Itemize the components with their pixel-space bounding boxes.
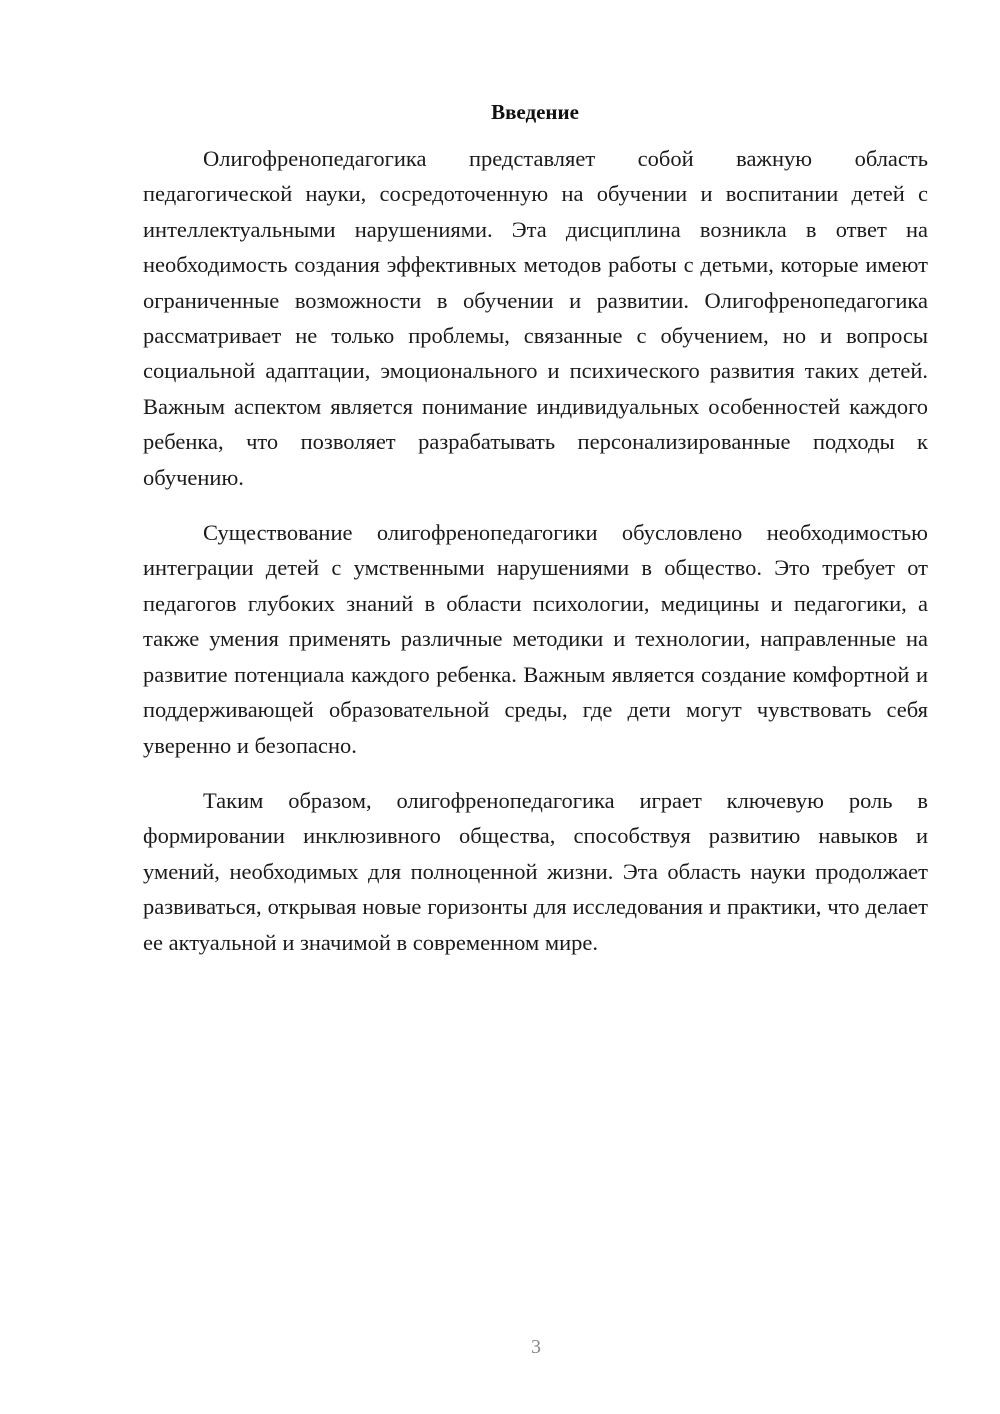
body-text — [143, 141, 928, 960]
paragraph-2: Существование олигофренопедагогики обусловлено необходимостью интеграции детей с умственными нарушениями в общество. Это требует от педагогов глубоких знаний в области психологии, медицины и педагогики, а также умения применять различные методики и технологии, направленные на развитие потенциала каждого ребенка. Важным является создание комфортной и поддерживающей образовательной среды, где дети могут чувствовать себя уверенно и безопасно. — [143, 520, 928, 758]
paragraph-3: Таким образом, олигофренопедагогика играет ключевую роль в формировании инклюзивного общества, способствуя развитию навыков и умений, необходимых для полноценной жизни. Эта область науки продолжает развиваться, открывая новые горизонты для исследования и практики, что делает ее актуальной и значимой в современном мире. — [143, 787, 928, 955]
paragraph-1: Олигофренопедагогика представляет собой важную область педагогической науки, сосредоточенную на обучении и воспитании детей с интеллектуальными нарушениями. Эта дисциплина возникла в ответ на необходимость создания эффективных методов работы с детьми, которые имеют ограниченные возможности в обучении и развитии. Олигофренопедагогика рассматривает не только проблемы, связанные с обучением, но и вопросы социальной адаптации, эмоционального и психического развития таких детей. Важным аспектом является понимание индивидуальных особенностей каждого ребенка, что позволяет разрабатывать персонализированные подходы к обучению. — [143, 146, 928, 490]
page-title: Введение — [491, 100, 579, 124]
page-number: 3 — [531, 1336, 541, 1358]
